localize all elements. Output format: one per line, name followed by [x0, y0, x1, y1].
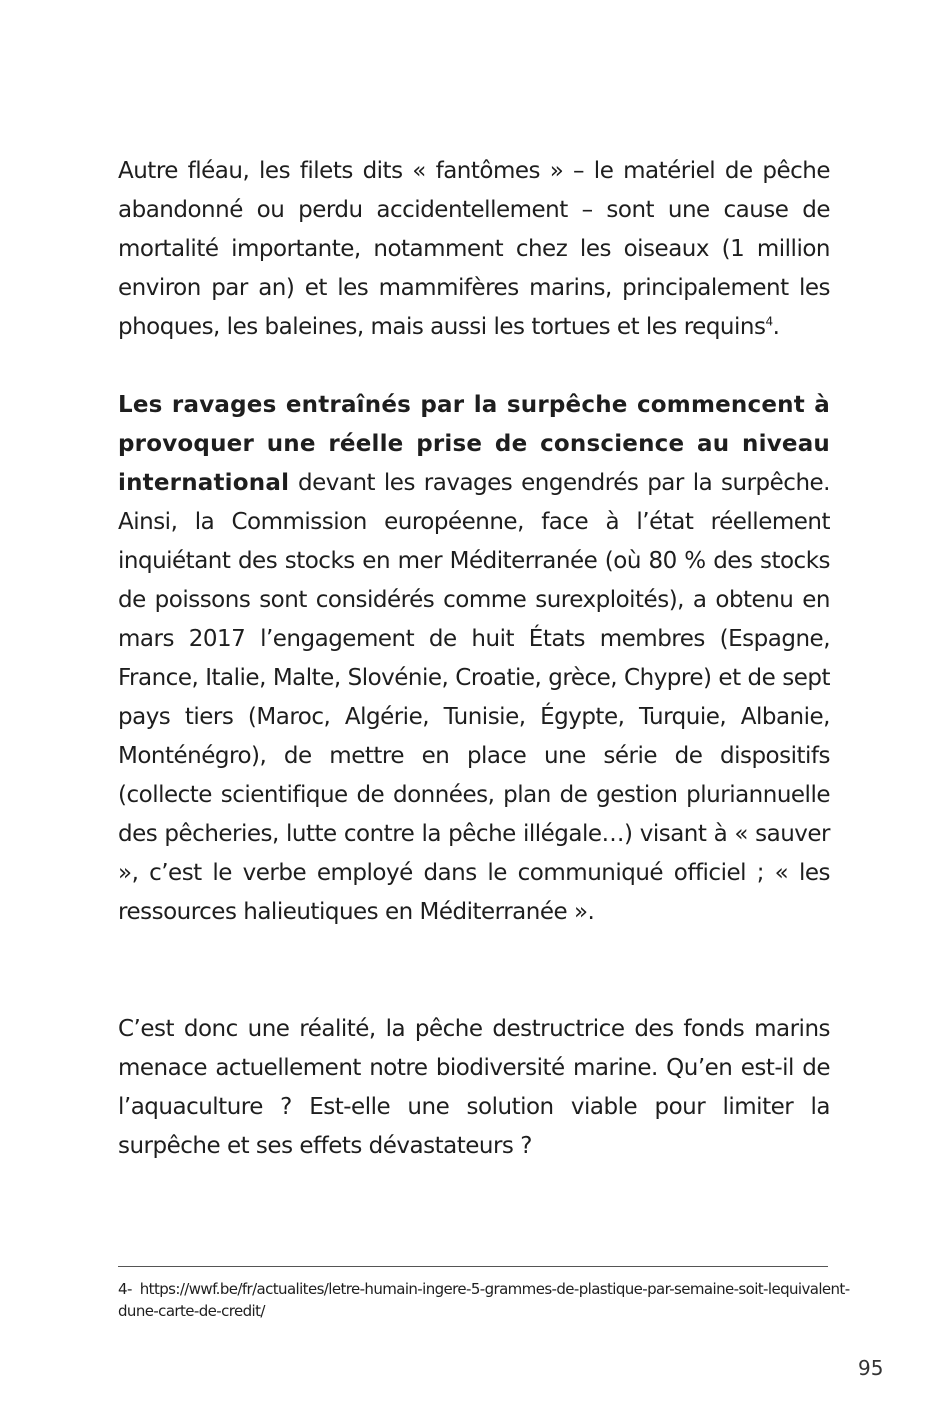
footnote-number: 4-	[118, 1280, 132, 1298]
paragraph-aquaculture-text: C’est donc une réalité, la pêche destructrice des fonds marins menace actuellement notre biodiversité marine. Qu’en est-il de l’aquaculture ? Est-elle une solution viable pour limiter la surpêche et ses effets dévastateurs ?	[118, 1016, 830, 1159]
footnote	[118, 1278, 858, 1322]
paragraph-ghost-nets-end: .	[772, 314, 780, 340]
footnote-reference[interactable]: 4	[765, 314, 773, 329]
paragraph-ghost-nets-text: Autre fléau, les filets dits « fantômes » – le matériel de pêche abandonné ou perdu accidentellement – sont une cause de mortalité importante, notamment chez les oiseaux (1 million environ par an) et les mammifères marins, principalement les phoques, les baleines, mais aussi les tortues et les requins	[118, 158, 830, 340]
paragraph-overfishing-awareness	[118, 386, 830, 932]
footnote-divider	[118, 1266, 828, 1267]
footnote-link[interactable]: https://wwf.be/fr/actualites/letre-humain-ingere-5-grammes-de-plastique-par-semaine-soit-lequivalent-dune-carte-de-credit/	[118, 1280, 850, 1320]
paragraph-overfishing-rest: devant les ravages engendrés par la surpêche. Ainsi, la Commission européenne, face à l’état réellement inquiétant des stocks en mer Méditerranée (où 80 % des stocks de poissons sont considérés comme surexploités), a obtenu en mars 2017 l’engagement de huit États membres (Espagne, France, Italie, Malte, Slovénie, Croatie, grèce, Chypre) et de sept pays tiers (Maroc, Algérie, Tunisie, Égypte, Turquie, Albanie, Monténégro), de mettre en place une série de dispositifs (collecte scientifique de données, plan de gestion pluriannuelle des pêcheries, lutte contre la pêche illégale…) visant à « sauver », c’est le verbe employé dans le communiqué officiel ; « les ressources halieutiques en Méditerranée ».	[118, 470, 830, 925]
paragraph-bold-lead: Les ravages entraînés par la surpêche commencent à provoquer une réelle prise de conscience au niveau international	[118, 392, 830, 496]
paragraph-ghost-nets	[118, 152, 830, 347]
paragraph-aquaculture-question	[118, 1010, 830, 1166]
page-number: 95	[858, 1356, 884, 1380]
